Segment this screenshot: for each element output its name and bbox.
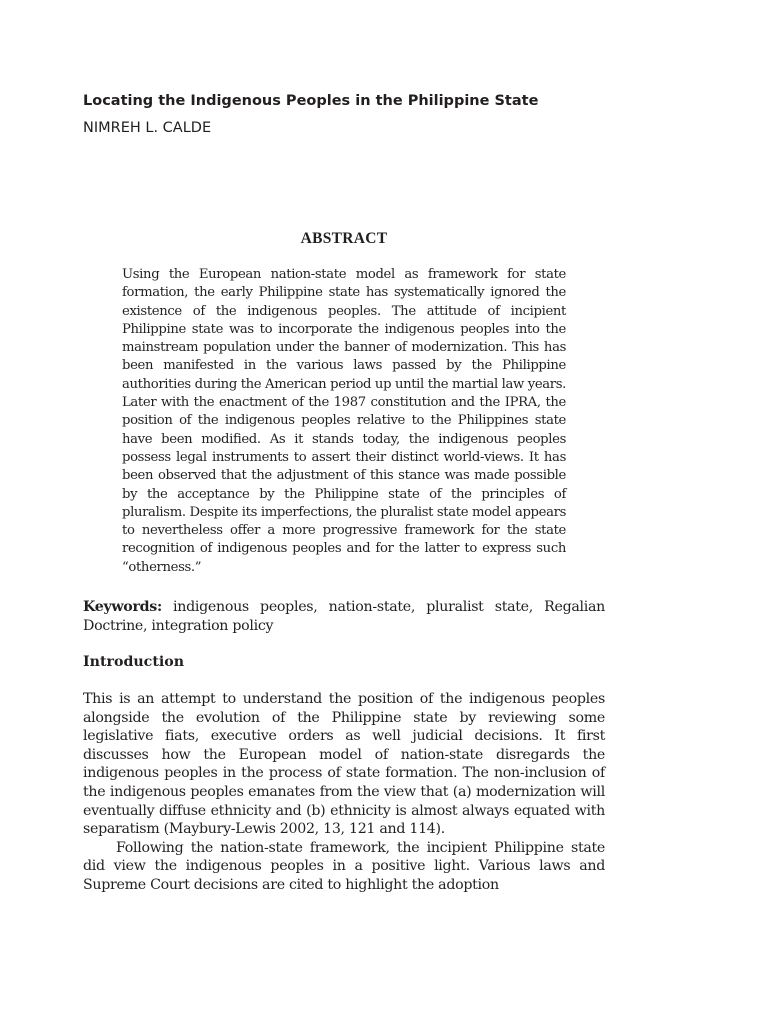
introduction-paragraph-1: This is an attempt to understand the position of the indigenous peoples alongside the evolution of the Philippine state by reviewing some legislative fiats, executive orders as well judicial decisions. It first discusses how the European model of nation-state disregards the indigenous peoples in the process of state formation. The non-inclusion of the indigenous peoples emanates from the view that (a) modernization will eventually diffuse ethnicity and (b) ethnicity is almost always equated with separatism (Maybury-Lewis 2002, 13, 121 and 114).	[83, 691, 605, 838]
introduction-paragraph-2: Following the nation-state framework, the incipient Philippine state did view the indigenous peoples in a positive light. Various laws and Supreme Court decisions are cited to highlight the adoption	[83, 839, 605, 893]
keywords-label: Keywords:	[83, 599, 162, 615]
keywords-text: indigenous peoples, nation-state, pluralist state, Regalian Doctrine, integration policy	[83, 599, 606, 634]
abstract-text: Using the European nation-state model as framework for state formation, the early Philippine state has systematically ignored the existence of the indigenous peoples. The attitude of incipient Philippine state was to incorporate the indigenous peoples into the mainstream population under the banner of modernization. This has been manifested in the various laws passed by the Philippine authorities during the American period up until the martial law years. Later with the enactment of the 1987 constitution and the IPRA, the position of the indigenous peoples relative to the Philippines state have been modified. As it stands today, the indigenous peoples possess legal instruments to assert their distinct world-views. It has been observed that the adjustment of this stance was made possible by the acceptance by the Philippine state of the principles of pluralism. Despite its imperfections, the pluralist state model appears to nevertheless offer a more progressive framework for the state recognition of indigenous peoples and for the latter to express such “otherness.”	[122, 267, 566, 575]
introduction-body	[83, 690, 605, 895]
author-name: NIMREH L. CALDE	[83, 120, 212, 136]
article-title: Locating the Indigenous Peoples in the Philippine State	[83, 93, 539, 109]
abstract-heading: ABSTRACT	[300, 230, 388, 247]
introduction-heading: Introduction	[83, 654, 185, 670]
keywords-line	[83, 598, 605, 636]
